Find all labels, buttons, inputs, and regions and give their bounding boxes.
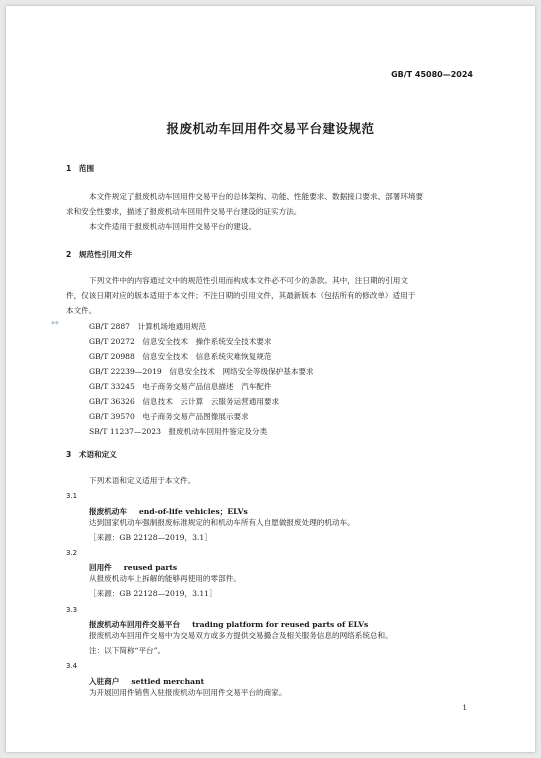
term-en: end-of-life vehicles；ELVs <box>138 507 248 516</box>
standard-number: GB/T 45080—2024 <box>391 70 473 79</box>
page-number: 1 <box>462 704 467 712</box>
document-page <box>6 6 535 752</box>
section-3-intro: 下列术语和定义适用于本文件。 <box>89 476 196 485</box>
ref-item: GB/T 20988 信息安全技术 信息系统灾难恢复规范 <box>89 352 272 361</box>
term-en: trading platform for reused parts of ELVs <box>192 620 369 629</box>
term-zh: 回用件 <box>89 563 112 572</box>
section-2-para-line3: 本文件。 <box>66 306 97 315</box>
term-zh: 入驻商户 <box>89 677 120 686</box>
ref-item: GB/T 33245 电子商务交易产品信息描述 汽车配件 <box>89 382 272 391</box>
ref-item: GB/T 39570 电子商务交易产品图像展示要求 <box>89 412 249 421</box>
section-1-para1-line1: 本文件规定了报废机动车回用件交易平台的总体架构、功能、性能要求、数据接口要求、部署环境要 <box>89 192 424 201</box>
margin-mark-icon: ◆◆ <box>51 320 59 326</box>
term-source: ［来源：GB 22128—2019，3.11］ <box>89 589 217 598</box>
term-source: ［来源：GB 22128—2019，3.1］ <box>89 533 212 542</box>
ref-item: SB/T 11237—2023 报废机动车回用件鉴定及分类 <box>89 427 268 436</box>
section-1-heading: 1 范围 <box>66 164 95 173</box>
term-number: 3.2 <box>66 549 78 557</box>
section-2-para-line1: 下列文件中的内容通过文中的规范性引用而构成本文件必不可少的条款。其中，注日期的引用文 <box>89 276 408 285</box>
term-zh: 报废机动车回用件交易平台 <box>89 620 181 629</box>
section-1-para1-line2: 求和安全性要求，描述了报废机动车回用件交易平台建设的证实方法。 <box>66 207 302 216</box>
section-2-para-line2: 件，仅该日期对应的版本适用于本文件；不注日期的引用文件，其最新版本（包括所有的修改单）适用于 <box>66 291 416 300</box>
term-en: reused parts <box>123 563 178 572</box>
term-en: settled merchant <box>131 677 205 686</box>
term-zh: 报废机动车 <box>89 507 127 516</box>
term-number: 3.1 <box>66 492 78 500</box>
term-definition: 达到国家机动车强制报废标准规定的和机动车所有人自愿做报废处理的机动车。 <box>89 518 355 527</box>
ref-item: GB/T 36326 信息技术 云计算 云服务运营通用要求 <box>89 397 280 406</box>
term-number: 3.4 <box>66 662 78 670</box>
term-number: 3.3 <box>66 606 78 614</box>
section-2-heading: 2 规范性引用文件 <box>66 250 133 259</box>
term-note: 注：以下简称“平台”。 <box>89 646 166 655</box>
ref-item: GB/T 20272 信息安全技术 操作系统安全技术要求 <box>89 337 272 346</box>
term-definition: 报废机动车回用件交易中为交易双方或多方提供交易撮合及相关服务信息的网络系统总和。 <box>89 631 393 640</box>
ref-item: GB/T 2887 计算机场地通用规范 <box>89 322 206 331</box>
section-3-heading: 3 术语和定义 <box>66 450 117 459</box>
ref-item: GB/T 22239—2019 信息安全技术 网络安全等级保护基本要求 <box>89 367 314 376</box>
section-1-para2: 本文件适用于报废机动车回用件交易平台的建设。 <box>89 222 257 231</box>
term-definition: 为开展回用件销售入驻报废机动车回用件交易平台的商家。 <box>89 688 287 697</box>
document-title: 报废机动车回用件交易平台建设规范 <box>166 121 375 136</box>
term-definition: 从报废机动车上拆解的能够再使用的零部件。 <box>89 574 241 583</box>
